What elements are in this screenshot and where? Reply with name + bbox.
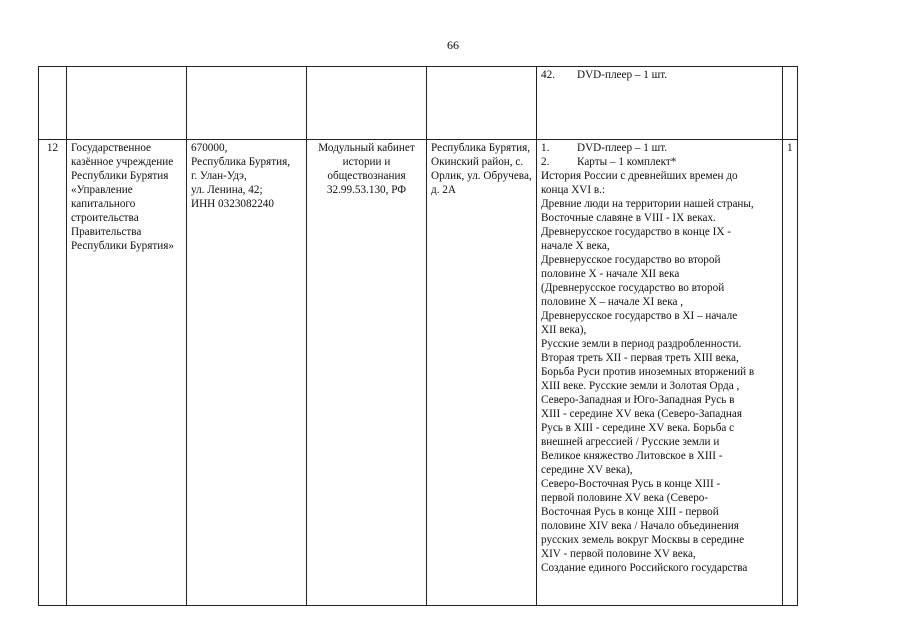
cell-number [39, 67, 67, 140]
cell-address [187, 67, 307, 140]
content-line: Древнерусское государство в XI – начале [541, 310, 738, 322]
cell-cabinet [307, 67, 427, 140]
equipment-table [38, 66, 798, 606]
equipment-list [537, 140, 783, 606]
list-item-text: DVD-плеер – 1 шт. [577, 142, 668, 154]
content-line: половине X – начале XI века , [541, 296, 684, 308]
address-line: Республика Бурятия, [191, 156, 291, 168]
content-line: Восточные славяне в VIII - IX веках. [541, 212, 716, 224]
list-item [541, 155, 778, 169]
cell-location [427, 67, 537, 140]
cabinet-line: истории и [342, 156, 391, 168]
list-item-number: 42. [541, 69, 555, 81]
content-line: русских земель вокруг Москвы в середине [541, 534, 745, 546]
content-line: Древние люди на территории нашей страны, [541, 198, 754, 210]
list-item-number: 1. [541, 142, 550, 154]
address-line: 670000, [191, 142, 228, 154]
content-line: Северо-Западная и Юго-Западная Русь в [541, 394, 735, 406]
table-row-continued [39, 67, 798, 140]
organization-name: Государственное казённое учреждение Республики Бурятия «Управление капитального строительства Правительства Республики Бурятия» [67, 140, 187, 606]
content-line: Великое княжество Литовское в XIII - [541, 450, 723, 462]
content-line: Восточная Русь в конце XIII - первой [541, 506, 719, 518]
content-line: половине X - начале XII века [541, 268, 680, 280]
list-item-number: 2. [541, 156, 550, 168]
organization-address [187, 140, 307, 606]
list-item-text: Карты – 1 комплект* [577, 156, 677, 168]
cabinet-line: 32.99.53.130, РФ [326, 184, 407, 196]
cabinet-line: обществознания [327, 170, 406, 182]
content-line: первой половине XV века (Северо- [541, 492, 709, 504]
maps-content-list [541, 169, 778, 575]
content-line: Русские земли в период раздробленности. [541, 338, 742, 350]
content-line: Древнерусское государство в конце IX - [541, 226, 731, 238]
content-line: История России с древнейших времен до [541, 170, 738, 182]
content-line: начале X века, [541, 240, 610, 252]
content-line: XIII - середине XV века (Северо-Западная [541, 408, 742, 420]
cell-organization [67, 67, 187, 140]
list-item-text: DVD-плеер – 1 шт. [577, 69, 668, 81]
delivery-location: Республика Бурятия, Окинский район, с. Орлик, ул. Обручева, д. 2А [427, 140, 537, 606]
content-line: Вторая треть XII - первая треть XIII века, [541, 352, 739, 364]
address-line: ул. Ленина, 42; [191, 184, 263, 196]
table-row [39, 140, 798, 606]
content-line: внешней агрессией / Русские земли и [541, 436, 720, 448]
address-line: г. Улан-Удэ, [191, 170, 247, 182]
content-line: половине XIV века / Начало объединения [541, 520, 739, 532]
cabinet-line: Модульный кабинет [318, 142, 415, 154]
content-line: XIV - первой половине XV века, [541, 548, 696, 560]
list-item [541, 141, 778, 155]
content-line: XIII веке. Русские земли и Золотая Орда , [541, 380, 740, 392]
list-item [541, 68, 778, 82]
page-number: 66 [447, 38, 459, 52]
cell-items [537, 67, 783, 140]
cell-quantity [783, 67, 798, 140]
content-line: Создание единого Российского государства [541, 562, 748, 574]
content-line: Северо-Восточная Русь в конце XIII - [541, 478, 721, 490]
address-line: ИНН 0323082240 [191, 198, 274, 210]
content-line: конца XVI в.: [541, 184, 606, 196]
cabinet-description [307, 140, 427, 606]
content-line: Борьба Руси против иноземных вторжений в [541, 366, 755, 378]
quantity: 1 [783, 140, 798, 606]
content-line: середине XV века), [541, 464, 633, 476]
content-line: Русь в XIII - середине XV века. Борьба с [541, 422, 735, 434]
content-line: Древнерусское государство во второй [541, 254, 721, 266]
row-number: 12 [39, 140, 67, 606]
content-line: (Древнерусское государство во второй [541, 282, 725, 294]
content-line: XII века), [541, 324, 587, 336]
